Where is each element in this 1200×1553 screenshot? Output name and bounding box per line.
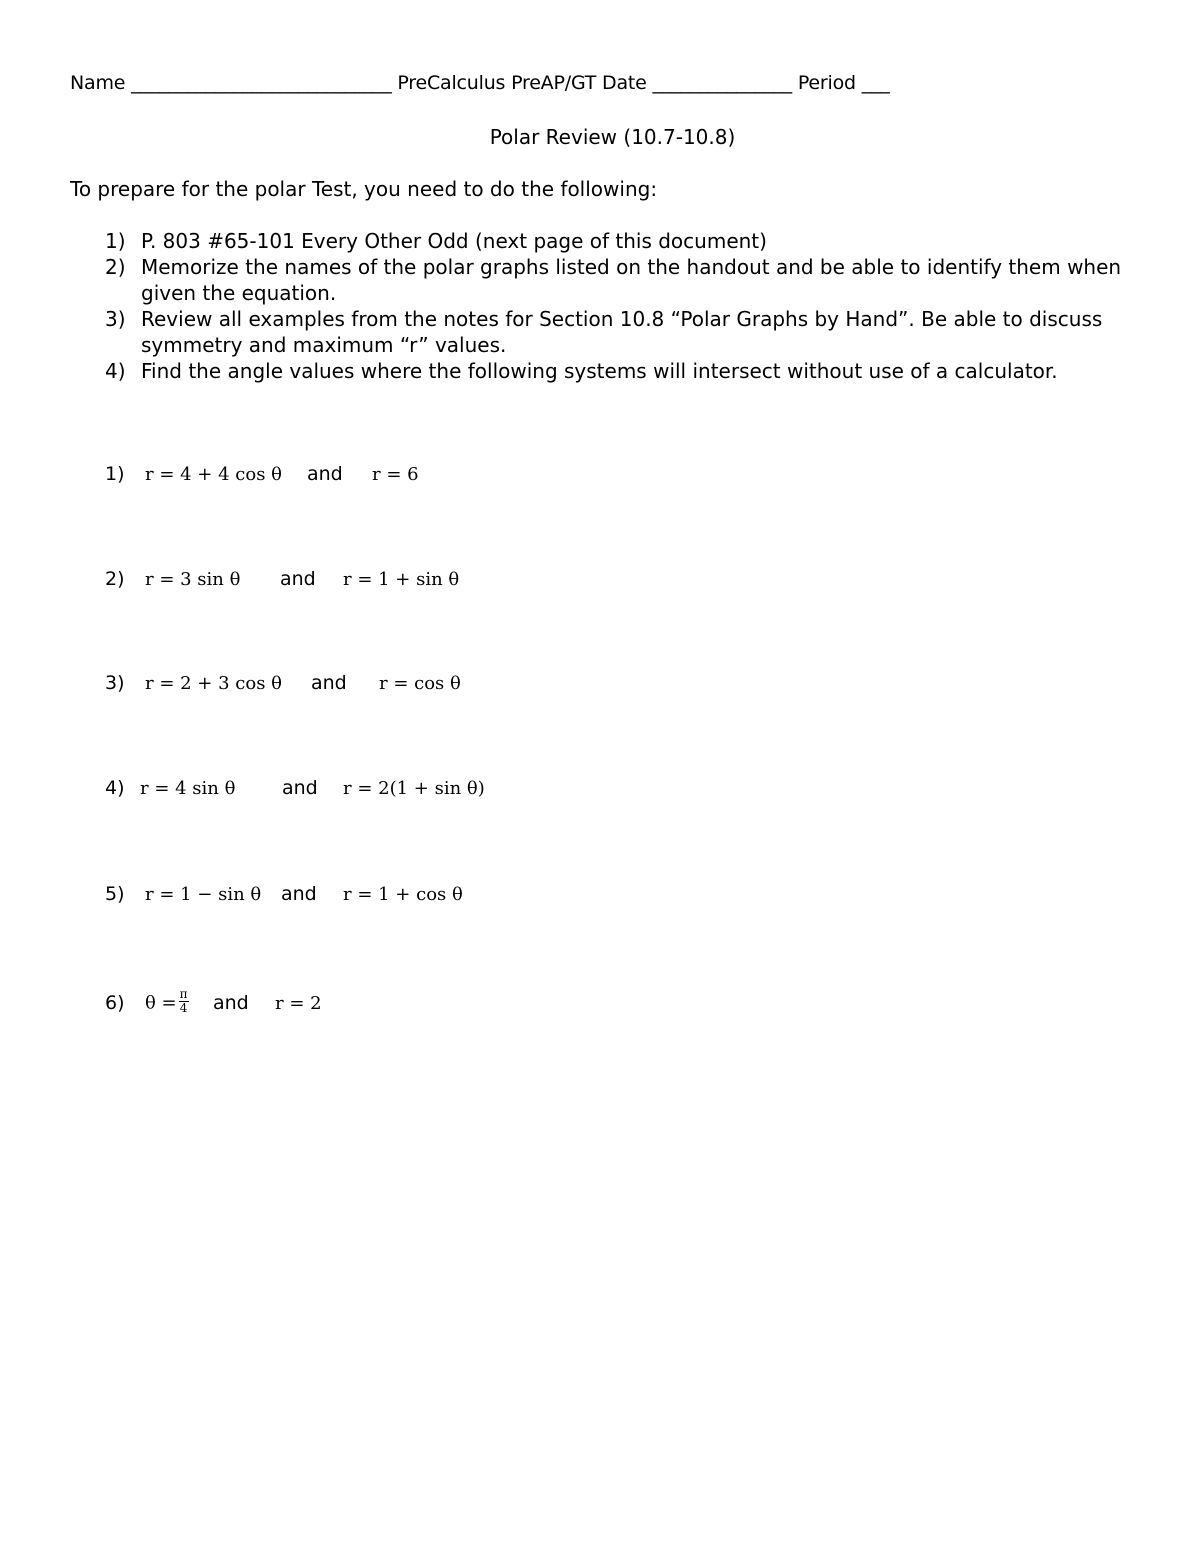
equation-1: r = 1 − sin θ [145,884,262,905]
equation-2: r = 2 [275,992,322,1014]
equation-2: r = 6 [372,464,419,485]
equation-2: r = 1 + sin θ [343,569,460,590]
fraction [179,988,189,1015]
and-word: and [281,883,317,905]
task-text: Review all examples from the notes for Section 10.8 “Polar Graphs by Hand”. Be able to discuss symmetry and maximum “r” values. [141,307,1103,357]
page-title: Polar Review (10.7-10.8) [489,125,736,149]
problem-1 [105,463,419,485]
and-word: and [213,991,249,1014]
header-line: Name ____________________________ PreCalculus PreAP/GT Date _______________ Period ___ [70,72,890,94]
task-text: Memorize the names of the polar graphs listed on the handout and be able to identify them when given the equation. [141,255,1122,305]
task-number: 2) [105,255,126,279]
equation-1: r = 4 + 4 cos θ [145,464,282,485]
problem-4 [105,777,485,799]
problem-2 [105,568,459,590]
problem-number: 1) [105,463,125,485]
equation-2: r = 1 + cos θ [343,884,463,905]
task-list [105,228,1165,384]
task-item [105,254,1165,306]
problem-number: 4) [105,777,125,799]
task-number: 1) [105,229,126,253]
task-number: 4) [105,359,126,383]
intro-text: To prepare for the polar Test, you need to do the following: [70,177,658,201]
task-text: Find the angle values where the following systems will intersect without use of a calculator. [141,359,1058,383]
equation-2: r = cos θ [379,673,461,694]
task-item [105,306,1165,358]
problem-number: 5) [105,883,125,905]
task-item [105,228,1165,254]
equation-1: r = 2 + 3 cos θ [145,673,282,694]
and-word: and [307,463,343,485]
task-text: P. 803 #65-101 Every Other Odd (next page of this document) [141,229,767,253]
equation-1: r = 3 sin θ [145,569,241,590]
problem-5 [105,883,463,905]
equation-2: r = 2(1 + sin θ) [343,778,485,799]
equation-1-lhs: θ = [145,992,177,1014]
and-word: and [311,672,347,694]
task-number: 3) [105,307,126,331]
and-word: and [280,568,316,590]
problem-number: 2) [105,568,125,590]
problem-number: 3) [105,672,125,694]
task-item [105,358,1165,384]
problem-6 [105,987,322,1017]
problem-number: 6) [105,991,125,1014]
problem-3 [105,672,461,694]
equation-1 [145,987,213,1017]
and-word: and [282,777,318,799]
fraction-denominator: 4 [179,1001,188,1015]
fraction-numerator: π [179,987,188,1001]
equation-1: r = 4 sin θ [140,778,236,799]
